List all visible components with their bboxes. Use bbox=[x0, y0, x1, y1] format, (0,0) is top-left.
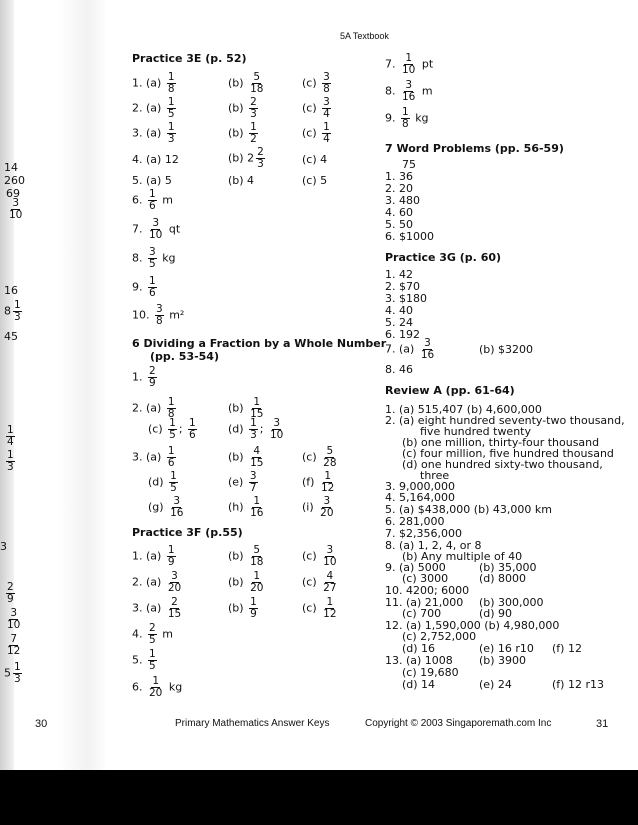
margin-item: 260 bbox=[4, 174, 25, 187]
list-item: 2. $70 bbox=[385, 280, 420, 293]
book-binding-shadow bbox=[58, 0, 108, 825]
list-item: (d) 16 bbox=[402, 642, 436, 655]
answer-row: 3. (a) $\frac{1}{3}$ bbox=[132, 121, 175, 145]
list-item: 12. (a) 1,590,000 (b) 4,980,000 bbox=[385, 619, 560, 632]
margin-item: 45 bbox=[4, 330, 18, 343]
answer-row: 2. (a) $\frac{3}{20}$ bbox=[132, 570, 182, 594]
answer-c: (c) $\frac{3}{4}$ bbox=[302, 96, 330, 120]
answer-c: (c) $\frac{3}{10}$ bbox=[302, 544, 337, 568]
answer-b: (b) $\frac{1}{2}$ bbox=[228, 121, 257, 145]
list-item: (d) 90 bbox=[479, 607, 513, 620]
answer-row: 4. $\frac{2}{5}$ m bbox=[132, 622, 173, 646]
list-item: three bbox=[420, 469, 450, 482]
answer-b: (b) $\frac{4}{15}$ bbox=[228, 445, 264, 469]
list-item: (b) Any multiple of 40 bbox=[402, 550, 523, 563]
list-item: five hundred twenty bbox=[420, 425, 531, 438]
list-item: (c) 3000 bbox=[402, 572, 449, 585]
list-item: 4. 5,164,000 bbox=[385, 491, 455, 504]
answer-c: (c) $\frac{1}{12}$ bbox=[302, 596, 337, 620]
answer-row: 1. (a) $\frac{1}{9}$ bbox=[132, 544, 175, 568]
answer-b: (b) 4 bbox=[228, 174, 255, 187]
list-item: (b) 300,000 bbox=[479, 596, 544, 609]
list-item: 3. 480 bbox=[385, 194, 420, 207]
list-item: (d) 8000 bbox=[479, 572, 527, 585]
answer-c: (c) $\frac{4}{27}$ bbox=[302, 570, 337, 594]
list-item: (c) four million, five hundred thousand bbox=[402, 447, 614, 460]
list-item: 4. 60 bbox=[385, 206, 413, 219]
answer-b: (b) $\frac{1}{15}$ bbox=[228, 396, 264, 420]
margin-fraction: $\frac{2}{9}$ bbox=[7, 581, 14, 605]
answer-row: 6. $\frac{1}{20}$ kg bbox=[132, 675, 183, 699]
margin-item: 16 bbox=[4, 284, 18, 297]
answer-b: (b) $\frac{1}{20}$ bbox=[228, 570, 264, 594]
answer-b: (b) $\frac{5}{18}$ bbox=[228, 544, 264, 568]
answer-row: 1. $\frac{2}{9}$ bbox=[132, 365, 156, 389]
list-item: 6. 281,000 bbox=[385, 515, 445, 528]
list-item: (e) 24 bbox=[479, 678, 512, 691]
section-title-review-a: Review A (pp. 61-64) bbox=[385, 384, 515, 397]
list-item: 5. 50 bbox=[385, 218, 413, 231]
answer-row: 9. $\frac{1}{6}$ bbox=[132, 275, 156, 299]
list-item: 75 bbox=[402, 158, 416, 171]
answer-row: 7. $\frac{1}{10}$ pt bbox=[385, 52, 434, 76]
answer-row: 1. (a) $\frac{1}{8}$ bbox=[132, 71, 175, 95]
answer-b: (b) 2 $\frac{2}{3}$ bbox=[228, 146, 264, 170]
list-item: (b) 35,000 bbox=[479, 561, 537, 574]
section-title-practice-3e: Practice 3E (p. 52) bbox=[132, 52, 247, 65]
list-item: 1. 42 bbox=[385, 268, 413, 281]
list-item: 2. (a) eight hundred seventy-two thousand, bbox=[385, 414, 625, 427]
list-item: 13. (a) 1008 bbox=[385, 654, 453, 667]
answer-b: (b) $\frac{1}{9}$ bbox=[228, 596, 257, 620]
list-item: 3. 9,000,000 bbox=[385, 480, 455, 493]
section-title-word-problems: 7 Word Problems (pp. 56-59) bbox=[385, 142, 564, 155]
answer-c: (c) 4 bbox=[302, 153, 328, 166]
answer-c: (c) $\frac{1}{5}$ ; $\frac{1}{6}$ bbox=[148, 417, 196, 441]
answer-h: (h) $\frac{1}{16}$ bbox=[228, 495, 264, 519]
section-title-6: 6 Dividing a Fraction by a Whole Number bbox=[132, 337, 387, 350]
margin-item: 69 bbox=[6, 187, 20, 200]
answer-row: 5. (a) 5 bbox=[132, 174, 172, 187]
list-item: 10. 4200; 6000 bbox=[385, 584, 470, 597]
list-item: 1. 36 bbox=[385, 170, 413, 183]
list-item: (d) 14 bbox=[402, 678, 436, 691]
list-item: (b) 3900 bbox=[479, 654, 527, 667]
scan-edge bbox=[0, 0, 14, 825]
list-item: (c) 700 bbox=[402, 607, 442, 620]
answer-row: 9. $\frac{1}{8}$ kg bbox=[385, 106, 429, 130]
list-item: 8. (a) 1, 2, 4, or 8 bbox=[385, 539, 482, 552]
list-item: (f) 12 r13 bbox=[552, 678, 604, 691]
margin-item: 3 bbox=[0, 540, 7, 553]
margin-fraction: $\frac{1}{3}$ bbox=[7, 449, 14, 473]
answer-b: (b) $3200 bbox=[479, 343, 534, 356]
answer-b: (b) $\frac{5}{18}$ bbox=[228, 71, 264, 95]
list-item: 8. 46 bbox=[385, 363, 413, 376]
answer-b: (b) $\frac{2}{3}$ bbox=[228, 96, 257, 120]
page-header: 5A Textbook bbox=[340, 31, 389, 41]
answer-row: 2. (a) $\frac{1}{5}$ bbox=[132, 96, 175, 120]
list-item: 1. (a) 515,407 (b) 4,600,000 bbox=[385, 403, 542, 416]
answer-row: 5. $\frac{1}{5}$ bbox=[132, 648, 156, 672]
footer-title: Primary Mathematics Answer Keys bbox=[175, 718, 330, 729]
list-item: 2. 20 bbox=[385, 182, 413, 195]
answer-c: (c) $\frac{3}{8}$ bbox=[302, 71, 330, 95]
answer-e: (e) $\frac{3}{7}$ bbox=[228, 470, 257, 494]
answer-g: (g) $\frac{3}{16}$ bbox=[148, 495, 184, 519]
section-subtitle-6: (pp. 53-54) bbox=[150, 350, 219, 363]
answer-row: 8. $\frac{3}{16}$ m bbox=[385, 79, 433, 103]
list-item: (f) 12 bbox=[552, 642, 582, 655]
answer-row: 8. $\frac{3}{5}$ kg bbox=[132, 246, 176, 270]
list-item: (b) one million, thirty-four thousand bbox=[402, 436, 600, 449]
list-item: 4. 40 bbox=[385, 304, 413, 317]
page-number-left: 30 bbox=[35, 718, 48, 730]
answer-row: 7. $\frac{3}{10}$ qt bbox=[132, 217, 181, 241]
page-number-right: 31 bbox=[596, 718, 609, 730]
list-item: (e) 16 r10 bbox=[479, 642, 534, 655]
answer-f: (f) $\frac{1}{12}$ bbox=[302, 470, 335, 494]
answer-row: 2. (a) $\frac{1}{8}$ bbox=[132, 396, 175, 420]
list-item: 3. $180 bbox=[385, 292, 427, 305]
answer-c: (c) 5 bbox=[302, 174, 328, 187]
list-item: 6. $1000 bbox=[385, 230, 434, 243]
list-item: 9. (a) 5000 bbox=[385, 561, 446, 574]
section-title-practice-3f: Practice 3F (p.55) bbox=[132, 526, 243, 539]
section-title-practice-3g: Practice 3G (p. 60) bbox=[385, 251, 502, 264]
margin-mixed: 5 $\frac{1}{3}$ bbox=[4, 661, 21, 685]
list-item: 11. (a) 21,000 bbox=[385, 596, 464, 609]
list-item: 5. (a) $438,000 (b) 43,000 km bbox=[385, 503, 552, 516]
margin-fraction: $\frac{3}{10}$ bbox=[9, 197, 23, 221]
list-item: 5. 24 bbox=[385, 316, 413, 329]
scan-bottom-border bbox=[0, 770, 638, 825]
list-item: 7. $2,356,000 bbox=[385, 527, 462, 540]
answer-c: (c) $\frac{1}{4}$ bbox=[302, 121, 330, 145]
answer-c: (c) $\frac{5}{28}$ bbox=[302, 445, 337, 469]
answer-d: (d) $\frac{1}{3}$ ; $\frac{3}{10}$ bbox=[228, 417, 284, 441]
list-item: (c) 19,680 bbox=[402, 666, 459, 679]
footer-copyright: Copyright © 2003 Singaporemath.com Inc bbox=[365, 718, 552, 729]
margin-item: 14 bbox=[4, 161, 18, 174]
answer-row: 3. (a) $\frac{1}{6}$ bbox=[132, 445, 175, 469]
margin-fraction: $\frac{1}{4}$ bbox=[7, 424, 14, 448]
answer-row: 6. $\frac{1}{6}$ m bbox=[132, 188, 173, 212]
answer-row: 10. $\frac{3}{8}$ m² bbox=[132, 303, 185, 327]
answer-row: 4. (a) 12 bbox=[132, 153, 179, 166]
answer-row: 7. (a) $\frac{3}{16}$ bbox=[385, 337, 435, 361]
answer-i: (i) $\frac{3}{20}$ bbox=[302, 495, 334, 519]
answer-row: 3. (a) $\frac{2}{15}$ bbox=[132, 596, 182, 620]
margin-mixed: 8 $\frac{1}{3}$ bbox=[4, 299, 21, 323]
answer-d: (d) $\frac{1}{5}$ bbox=[148, 470, 177, 494]
margin-fraction: $\frac{3}{10}$ bbox=[7, 607, 21, 631]
margin-fraction: $\frac{7}{12}$ bbox=[7, 633, 21, 657]
list-item: 6. 192 bbox=[385, 328, 420, 341]
list-item: (c) 2,752,000 bbox=[402, 630, 477, 643]
list-item: (d) one hundred sixty-two thousand, bbox=[402, 458, 603, 471]
